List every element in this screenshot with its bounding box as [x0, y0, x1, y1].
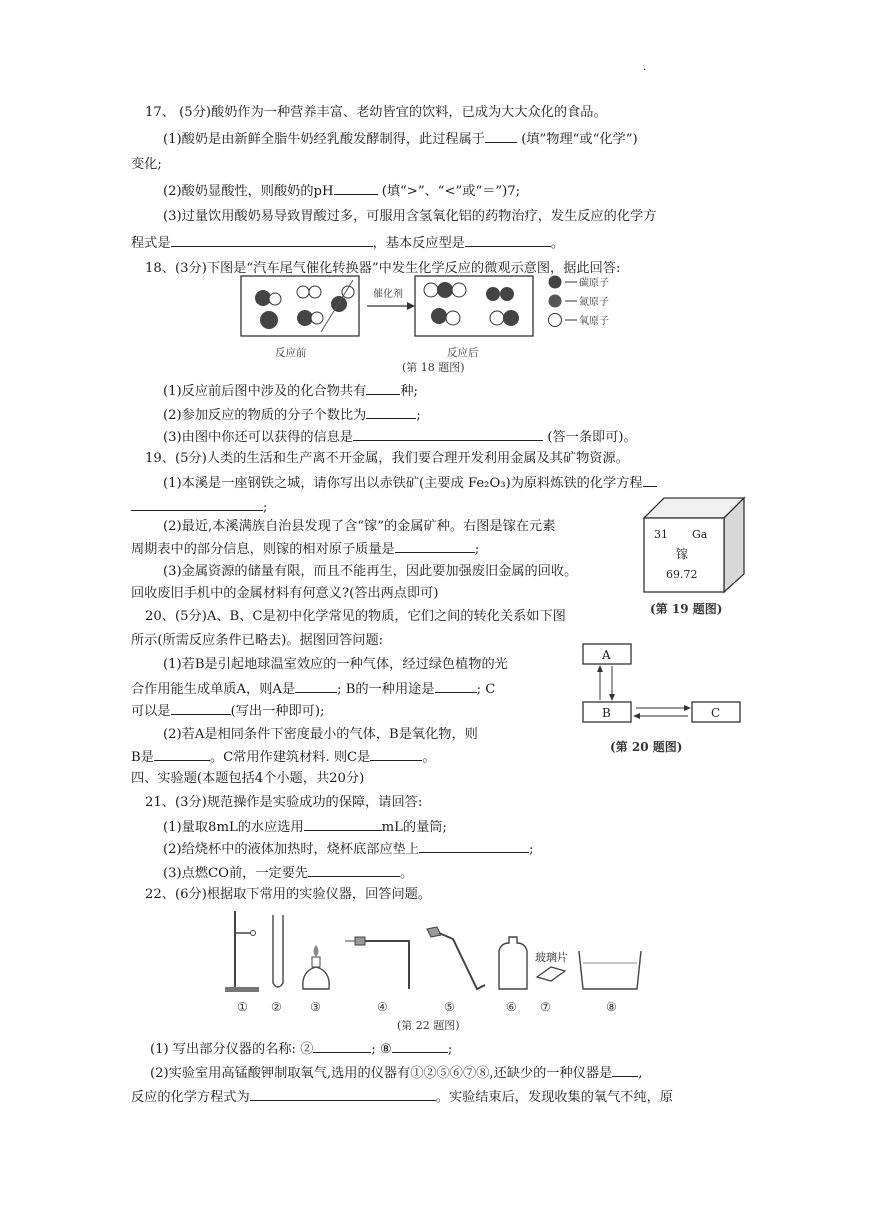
box-b-label: B	[602, 706, 611, 720]
legend-nitrogen: 氮原子	[579, 297, 609, 308]
answer-blank[interactable]	[612, 1064, 638, 1077]
answer-blank[interactable]	[435, 680, 477, 693]
answer-blank[interactable]	[131, 498, 263, 511]
answer-blank[interactable]	[334, 182, 378, 195]
answer-blank[interactable]	[308, 864, 400, 877]
q19-part3: (3)金属资源的储量有限，而且不能再生，因此要加强废旧金属的回收。	[163, 564, 578, 579]
q20-stem: 20、(5分)A、B、C是初中化学常见的物质，它们之间的转化关系如下图	[145, 609, 566, 624]
answer-blank[interactable]	[250, 1088, 436, 1101]
q19-caption: (第 19 题图)	[650, 602, 723, 616]
section-4-heading: 四、实验题(本题包括4个小题，共20分)	[131, 771, 365, 786]
answer-blank[interactable]	[154, 748, 210, 761]
q19-part3-cont: 回收废旧手机中的金属材料有何意义?(答出两点即可)	[131, 586, 439, 601]
q17-part1-cont: 变化;	[131, 157, 162, 172]
answer-blank[interactable]	[366, 382, 400, 395]
q20-part1-cont: 合作用能生成单质A，则A是 ; B的一种用途是 ; C	[131, 682, 496, 697]
label-6: ⑥	[506, 1000, 517, 1014]
q22-part2-cont: 反应的化学方程式为 。实验结束后，发现收集的氧气不纯，原	[131, 1090, 674, 1105]
q20-part2: (2)若A是相同条件下密度最小的气体，B是氧化物，则	[163, 727, 478, 742]
element-symbol: Ga	[692, 528, 708, 541]
label-1: ①	[237, 1000, 248, 1014]
q20-caption: (第 20 题图)	[610, 740, 683, 754]
before-label: 反应前	[275, 347, 307, 359]
q18-stem: 18、(3分)下图是“汽车尾气催化转换器”中发生化学反应的微观示意图，据此回答:	[145, 261, 621, 276]
q20-part1: (1)若B是引起地球温室效应的一种气体，经过绿色植物的光	[163, 657, 508, 672]
q19-part1-cont: ;	[131, 498, 267, 517]
q21-part1: (1)量取8mL的水应选用 mL的量筒;	[163, 820, 447, 835]
answer-blank[interactable]	[313, 1040, 371, 1053]
label-5: ⑤	[444, 1000, 455, 1014]
q22-part2: (2)实验室用高锰酸钾制取氧气,选用的仪器有①②⑤⑥⑦⑧,还缺少的一种仪器是 ,	[150, 1066, 643, 1081]
box-c-label: C	[711, 706, 721, 720]
answer-blank[interactable]	[353, 428, 543, 441]
element-mass: 69.72	[666, 568, 698, 581]
q20-part1-end: 可以是 (写出一种即可);	[131, 704, 325, 719]
box-a-label: A	[602, 648, 611, 662]
answer-blank[interactable]	[643, 474, 657, 487]
q18-part1: (1)反应前后图中涉及的化合物共有 种;	[163, 384, 418, 399]
q20-conversion-diagram	[578, 638, 750, 728]
answer-blank[interactable]	[171, 702, 231, 715]
q17-part1: (1)酸奶是由新鲜全脂牛奶经乳酸发酵制得，此过程属于 (填”物理“或“化学”)	[163, 132, 638, 147]
gallium-element-card	[638, 494, 750, 594]
q20-stem-cont: 所示(所需反应条件已略去)。据图回答问题:	[131, 633, 384, 648]
q19-part1: (1)本溪是一座钢铁之城，请你写出以赤铁矿(主要成 Fe₂O₃)为原料炼铁的化学方程	[163, 474, 657, 493]
q17-stem: 17、 (5分)酸奶作为一种营养丰富、老幼皆宜的饮料，已成为大大众化的食品。	[145, 105, 607, 120]
q18-part2: (2)参加反应的物质的分子个数比为 ;	[163, 408, 421, 423]
q22-apparatus-diagram	[215, 905, 655, 1030]
q18-part3: (3)由图中你还可以获得的信息是 (答一条即可)。	[163, 430, 637, 445]
answer-blank[interactable]	[295, 680, 337, 693]
label-4: ④	[377, 1000, 388, 1014]
q21-part2: (2)给烧杯中的液体加热时，烧杯底部应垫上 ;	[163, 842, 534, 857]
element-number: 31	[654, 528, 668, 541]
q21-stem: 21、(3分)规范操作是实验成功的保障，请回答:	[145, 795, 423, 810]
q18-caption: (第 18 题图)	[402, 361, 465, 374]
label-2: ②	[271, 1000, 282, 1014]
q22-caption: (第 22 题图)	[397, 1019, 460, 1032]
label-8: ⑧	[606, 1000, 617, 1014]
answer-blank[interactable]	[171, 234, 373, 247]
glass-plate-label: 玻璃片	[535, 951, 568, 964]
q22-stem: 22、(6分)根据取下常用的实验仪器，回答问题。	[145, 887, 432, 902]
q17-part3: (3)过量饮用酸奶易导致胃酸过多，可服用含氢氧化铝的药物治疗，发生反应的化学方	[163, 209, 657, 224]
catalyst-label: 催化剂	[373, 289, 403, 300]
answer-blank[interactable]	[304, 818, 382, 831]
answer-blank[interactable]	[485, 130, 517, 143]
legend-oxygen: 氧原子	[579, 316, 609, 327]
answer-blank[interactable]	[395, 540, 475, 553]
q19-part2: (2)最近,本溪满族自治县发现了含“镓”的金属矿种。右图是镓在元素	[163, 519, 556, 534]
element-name: 镓	[676, 547, 689, 561]
q19-stem: 19、(5分)人类的生活和生产离不开金属，我们要合理开发利用金属及其矿物资源。	[145, 451, 629, 466]
q17-part2: (2)酸奶显酸性，则酸奶的pH (填“>”、“<”或“＝”)7;	[163, 184, 521, 199]
label-3: ③	[310, 1000, 321, 1014]
legend-carbon: 碳原子	[579, 278, 609, 289]
q17-part3-cont: 程式是 ，基本反应型是 。	[131, 236, 565, 251]
answer-blank[interactable]	[419, 840, 529, 853]
q20-part2-cont: B是 。C常用作建筑材料. 则C是 。	[131, 750, 436, 765]
answer-blank[interactable]	[465, 234, 551, 247]
q19-part2-cont: 周期表中的部分信息，则镓的相对原子质量是 ;	[131, 542, 480, 557]
q21-part3: (3)点燃CO前，一定要先 。	[163, 866, 414, 881]
page-dot: ·	[643, 65, 647, 76]
answer-blank[interactable]	[370, 748, 422, 761]
answer-blank[interactable]	[366, 406, 416, 419]
label-7: ⑦	[540, 1000, 551, 1014]
after-label: 反应后	[447, 347, 479, 359]
answer-blank[interactable]	[392, 1040, 448, 1053]
q22-part1: (1) 写出部分仪器的名称: ② ; ⑧ ;	[150, 1042, 453, 1057]
